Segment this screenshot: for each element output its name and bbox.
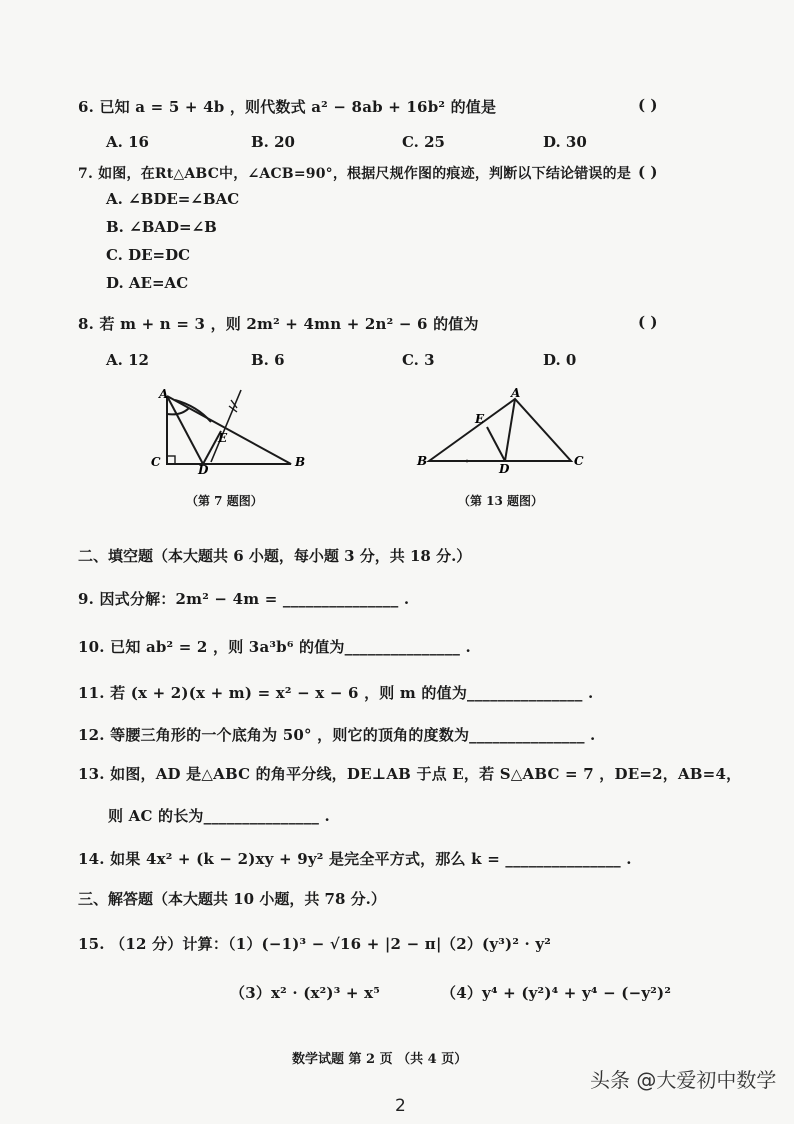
fig13-caption: （第 13 题图）	[458, 494, 544, 508]
fig7-label-a: A	[159, 387, 169, 401]
q6-option-a: A. 16	[106, 133, 149, 151]
fig13-label-b: B	[417, 454, 428, 468]
fig7-label-d: D	[198, 463, 209, 474]
section-2-title: 二、填空题（本大题共 6 小题，每小题 3 分，共 18 分.）	[78, 547, 472, 565]
q7-option-c: C. DE=DC	[106, 246, 191, 264]
page-number: 2	[395, 1096, 406, 1116]
figure-13	[415, 385, 590, 475]
fig7-right-angle-mark	[167, 456, 175, 464]
q7-option-a: A. ∠BDE=∠BAC	[106, 190, 240, 208]
fig13-label-e: E	[475, 412, 485, 426]
fig7-label-b: B	[295, 455, 306, 469]
q8-stem: 8. 若 m + n = 3 ，则 2m² + 4mn + 2n² − 6 的值为	[78, 315, 479, 333]
q8-option-a: A. 12	[106, 351, 149, 369]
q8-option-d: D. 0	[543, 351, 577, 369]
q13-line2: 则 AC 的长为_______________ .	[108, 807, 330, 825]
fig13-label-c: C	[574, 454, 584, 468]
section-3-title: 三、解答题（本大题共 10 小题，共 78 分.）	[78, 890, 386, 908]
q6-option-b: B. 20	[251, 133, 295, 151]
q9-text: 9. 因式分解：2m² − 4m = _______________ .	[78, 590, 410, 608]
q8-answer-paren: ( )	[638, 313, 658, 331]
q7-option-d: D. AE=AC	[106, 274, 189, 292]
fig13-dot	[466, 460, 469, 463]
q15-part4: （4）y⁴ + (y²)⁴ + y⁴ − (−y²)²	[441, 984, 672, 1002]
fig13-segment-de	[487, 427, 505, 461]
q7-answer-paren: ( )	[638, 163, 658, 181]
fig13-label-d: D	[499, 462, 510, 475]
fig13-label-a: A	[511, 386, 521, 400]
fig7-label-c: C	[151, 455, 161, 469]
q15-part2: （2）(y³)² · y²	[441, 935, 552, 953]
watermark: 头条 @大爱初中数学	[590, 1068, 777, 1092]
q6-stem: 6. 已知 a = 5 + 4b ，则代数式 a² − 8ab + 16b² 的值是	[78, 98, 497, 116]
q15-part1: 15. （12 分）计算：（1）(−1)³ − √16 + |2 − π|	[78, 935, 442, 953]
fig7-label-e: E	[218, 431, 228, 445]
q10-text: 10. 已知 ab² = 2 ，则 3a³b⁶ 的值为_______________ .	[78, 638, 471, 656]
q14-text: 14. 如果 4x² + (k − 2)xy + 9y² 是完全平方式，那么 k = _______________ .	[78, 850, 632, 868]
fig13-segment-ad	[505, 399, 515, 461]
q13-line1: 13. 如图，AD 是△ABC 的角平分线，DE⊥AB 于点 E，若 S△ABC = 7 ，DE=2，AB=4，	[78, 765, 742, 783]
fig7-arc-1	[167, 408, 189, 414]
q6-option-d: D. 30	[543, 133, 587, 151]
q11-text: 11. 若 (x + 2)(x + m) = x² − x − 6 ，则 m 的值为_______________ .	[78, 684, 594, 702]
figure-7	[145, 382, 315, 474]
q6-answer-paren: ( )	[638, 96, 658, 114]
page-footer: 数学试题 第 2 页 （共 4 页）	[292, 1052, 468, 1067]
q12-text: 12. 等腰三角形的一个底角为 50° ，则它的顶角的度数为_______________ .	[78, 726, 596, 744]
fig7-caption: （第 7 题图）	[186, 494, 263, 508]
q15-part3: （3）x² · (x²)³ + x⁵	[230, 984, 381, 1002]
q8-option-b: B. 6	[251, 351, 285, 369]
q6-option-c: C. 25	[402, 133, 445, 151]
q8-option-c: C. 3	[402, 351, 435, 369]
fig7-construction-line	[211, 390, 241, 462]
q7-option-b: B. ∠BAD=∠B	[106, 218, 217, 236]
q7-stem: 7. 如图，在Rt△ABC中，∠ACB=90°，根据尺规作图的痕迹，判断以下结论错误的是	[78, 166, 632, 182]
